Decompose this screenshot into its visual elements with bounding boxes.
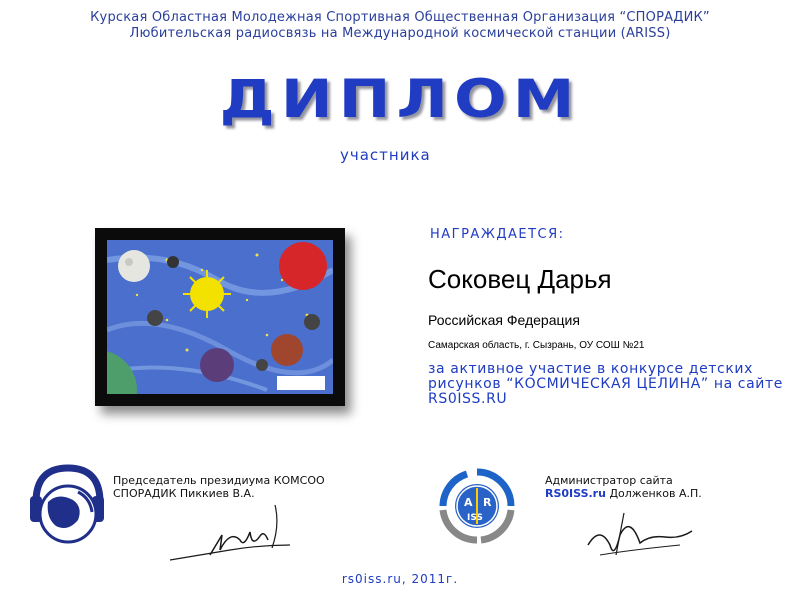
admin-name: Долженков А.П. xyxy=(609,487,702,500)
admin-site: RS0ISS.ru xyxy=(545,487,606,500)
ariss-icon xyxy=(437,466,517,546)
diploma-title: ДИПЛОМ xyxy=(219,67,581,130)
chair-title: Председатель президиума КОМСОО xyxy=(113,474,325,487)
space-painting xyxy=(107,240,333,394)
organization-subtitle: Любительская радиосвязь на Международной космической станции (ARISS) xyxy=(129,26,671,41)
chair-signature xyxy=(160,500,300,570)
footer-text: rs0iss.ru, 2011г. xyxy=(341,572,459,586)
diploma-subtitle: участника xyxy=(340,146,431,164)
space-painting-image xyxy=(107,240,333,394)
recipient-name: Соковец Дарья xyxy=(428,264,612,294)
ariss-letter-r: R xyxy=(483,496,492,509)
admin-signature-block xyxy=(545,474,785,500)
ariss-logo xyxy=(437,466,517,546)
signature-icon xyxy=(160,500,300,570)
ariss-letters-iss: ISS xyxy=(467,513,483,523)
chair-name: СПОРАДИК Пиккиев В.А. xyxy=(113,487,255,500)
organization-name: Курская Областная Молодежная Спортивная Общественная Организация “СПОРАДИК” xyxy=(90,10,710,25)
chair-signature-block xyxy=(113,474,383,500)
recipient-country: Российская Федерация xyxy=(428,312,580,328)
recipient-address: Самарская область, г. Сызрань, ОУ СОШ №21 xyxy=(428,340,645,351)
admin-signature xyxy=(580,505,700,565)
admin-title: Администратор сайта xyxy=(545,474,673,487)
signature-icon xyxy=(580,505,700,565)
awarded-label: НАГРАЖДАЕТСЯ: xyxy=(430,227,565,242)
ariss-letter-a: A xyxy=(464,496,473,509)
sporadik-logo xyxy=(28,462,106,552)
globe-headphones-icon xyxy=(28,462,106,552)
award-reason: за активное участие в конкурсе детских рисунков “КОСМИЧЕСКАЯ ЦЕЛИНА” на сайте RS0ISS.RU xyxy=(428,361,783,407)
